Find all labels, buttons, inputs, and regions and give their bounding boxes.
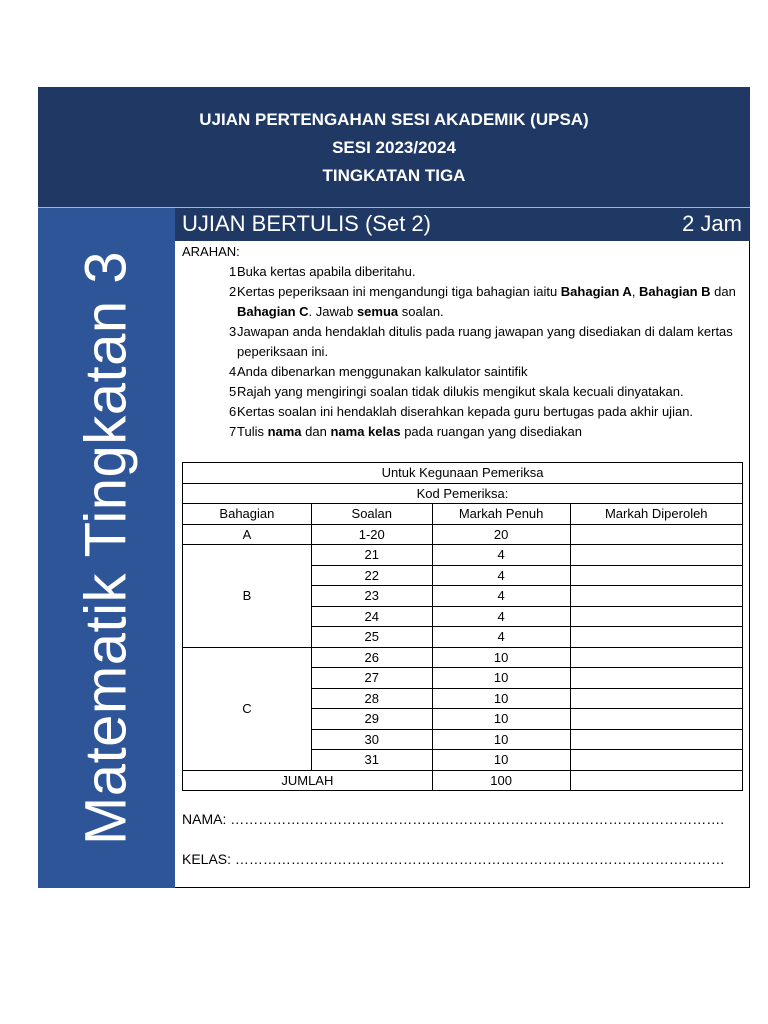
instruction-item bbox=[237, 262, 737, 282]
instruction-text: pada ruangan yang disediakan bbox=[400, 424, 583, 439]
column-header: Bahagian bbox=[183, 504, 312, 525]
marks-obtained-cell[interactable] bbox=[570, 565, 743, 586]
instruction-text: Buka kertas apabila diberitahu. bbox=[237, 264, 416, 279]
question-number: 21 bbox=[311, 545, 432, 566]
instruction-number: 3 bbox=[229, 324, 237, 339]
total-label: JUMLAH bbox=[183, 770, 433, 791]
class-field[interactable]: KELAS: …………………………………………………………………………………………… bbox=[182, 851, 725, 867]
instruction-item bbox=[237, 382, 737, 402]
section-name: A bbox=[183, 524, 312, 545]
exam-header bbox=[38, 87, 750, 208]
instruction-emphasis: Bahagian C bbox=[237, 304, 309, 319]
marks-obtained-cell[interactable] bbox=[570, 647, 743, 668]
instruction-text: Rajah yang mengiringi soalan tidak dilukis mengikut skala kecuali dinyatakan. bbox=[237, 384, 684, 399]
instruction-text: , bbox=[631, 284, 640, 299]
paper-title: UJIAN BERTULIS (Set 2) bbox=[182, 211, 431, 236]
instruction-text: dan bbox=[710, 284, 736, 299]
question-number: 22 bbox=[311, 565, 432, 586]
name-field[interactable]: NAMA: ……………………………………………………………………………………………. bbox=[182, 811, 725, 827]
marks-obtained-cell[interactable] bbox=[570, 524, 743, 545]
full-marks: 10 bbox=[432, 709, 570, 730]
section-name: B bbox=[183, 545, 312, 648]
instruction-text: Kertas peperiksaan ini mengandungi tiga bahagian iaitu bbox=[237, 284, 561, 299]
header-line-1: UJIAN PERTENGAHAN SESI AKADEMIK (UPSA) bbox=[199, 110, 589, 129]
full-marks: 10 bbox=[432, 688, 570, 709]
total-obtained-cell[interactable] bbox=[570, 770, 743, 791]
instruction-number: 1 bbox=[229, 264, 237, 279]
marks-obtained-cell[interactable] bbox=[570, 750, 743, 771]
full-marks: 10 bbox=[432, 647, 570, 668]
paper-duration: 2 Jam bbox=[682, 211, 742, 236]
instructions-heading: ARAHAN: bbox=[182, 244, 240, 259]
instruction-emphasis: nama bbox=[267, 424, 302, 439]
full-marks: 10 bbox=[432, 750, 570, 771]
marks-obtained-cell[interactable] bbox=[570, 688, 743, 709]
column-header: Markah Diperoleh bbox=[570, 504, 743, 525]
header-line-3: TINGKATAN TIGA bbox=[322, 166, 466, 185]
full-marks: 4 bbox=[432, 545, 570, 566]
instruction-text: . Jawab bbox=[308, 304, 357, 319]
instruction-text: soalan. bbox=[398, 304, 444, 319]
header-line-2: SESI 2023/2024 bbox=[332, 138, 456, 157]
instruction-emphasis: nama kelas bbox=[330, 424, 401, 439]
subject-title: Matematik Tingkatan 3 bbox=[73, 250, 139, 846]
instruction-number: 4 bbox=[229, 364, 237, 379]
instruction-number: 7 bbox=[229, 424, 237, 439]
examiner-table-title: Untuk Kegunaan Pemeriksa bbox=[183, 463, 743, 484]
instruction-text: Kertas soalan ini hendaklah diserahkan kepada guru bertugas pada akhir ujian. bbox=[237, 404, 694, 419]
marks-obtained-cell[interactable] bbox=[570, 709, 743, 730]
full-marks: 4 bbox=[432, 606, 570, 627]
table-row bbox=[183, 545, 743, 566]
instruction-item bbox=[237, 282, 737, 322]
full-marks: 4 bbox=[432, 565, 570, 586]
instruction-item bbox=[237, 422, 737, 442]
instruction-item bbox=[237, 362, 737, 382]
full-marks: 20 bbox=[432, 524, 570, 545]
question-number: 25 bbox=[311, 627, 432, 648]
marks-obtained-cell[interactable] bbox=[570, 627, 743, 648]
section-name: C bbox=[183, 647, 312, 770]
marks-obtained-cell[interactable] bbox=[570, 586, 743, 607]
instruction-text: Anda dibenarkan menggunakan kalkulator saintifik bbox=[237, 364, 528, 379]
column-header: Markah Penuh bbox=[432, 504, 570, 525]
question-number: 27 bbox=[311, 668, 432, 689]
marks-obtained-cell[interactable] bbox=[570, 668, 743, 689]
instruction-number: 6 bbox=[229, 404, 237, 419]
total-marks: 100 bbox=[432, 770, 570, 791]
instruction-number: 2 bbox=[229, 284, 237, 299]
question-number: 30 bbox=[311, 729, 432, 750]
instruction-item bbox=[237, 402, 737, 422]
question-number: 29 bbox=[311, 709, 432, 730]
examiner-code-label: Kod Pemeriksa: bbox=[183, 483, 743, 504]
question-number: 23 bbox=[311, 586, 432, 607]
question-number: 28 bbox=[311, 688, 432, 709]
instruction-text: Jawapan anda hendaklah ditulis pada ruang jawapan yang disediakan di dalam kertas peperiksaan ini. bbox=[237, 324, 733, 359]
instruction-number: 5 bbox=[229, 384, 237, 399]
instruction-text: dan bbox=[301, 424, 331, 439]
table-row bbox=[183, 647, 743, 668]
question-number: 31 bbox=[311, 750, 432, 771]
examiner-table bbox=[182, 462, 743, 791]
marks-obtained-cell[interactable] bbox=[570, 729, 743, 750]
question-number: 26 bbox=[311, 647, 432, 668]
full-marks: 10 bbox=[432, 668, 570, 689]
marks-obtained-cell[interactable] bbox=[570, 606, 743, 627]
subject-sidebar bbox=[38, 208, 175, 888]
instruction-text: Tulis bbox=[237, 424, 268, 439]
question-number: 24 bbox=[311, 606, 432, 627]
question-number: 1-20 bbox=[311, 524, 432, 545]
table-row bbox=[183, 524, 743, 545]
instruction-emphasis: Bahagian A bbox=[560, 284, 632, 299]
column-header: Soalan bbox=[311, 504, 432, 525]
instruction-emphasis: Bahagian B bbox=[639, 284, 711, 299]
instruction-emphasis: semua bbox=[356, 304, 399, 319]
instruction-item bbox=[237, 322, 737, 362]
paper-title-bar bbox=[175, 208, 750, 241]
full-marks: 4 bbox=[432, 627, 570, 648]
full-marks: 10 bbox=[432, 729, 570, 750]
full-marks: 4 bbox=[432, 586, 570, 607]
marks-obtained-cell[interactable] bbox=[570, 545, 743, 566]
